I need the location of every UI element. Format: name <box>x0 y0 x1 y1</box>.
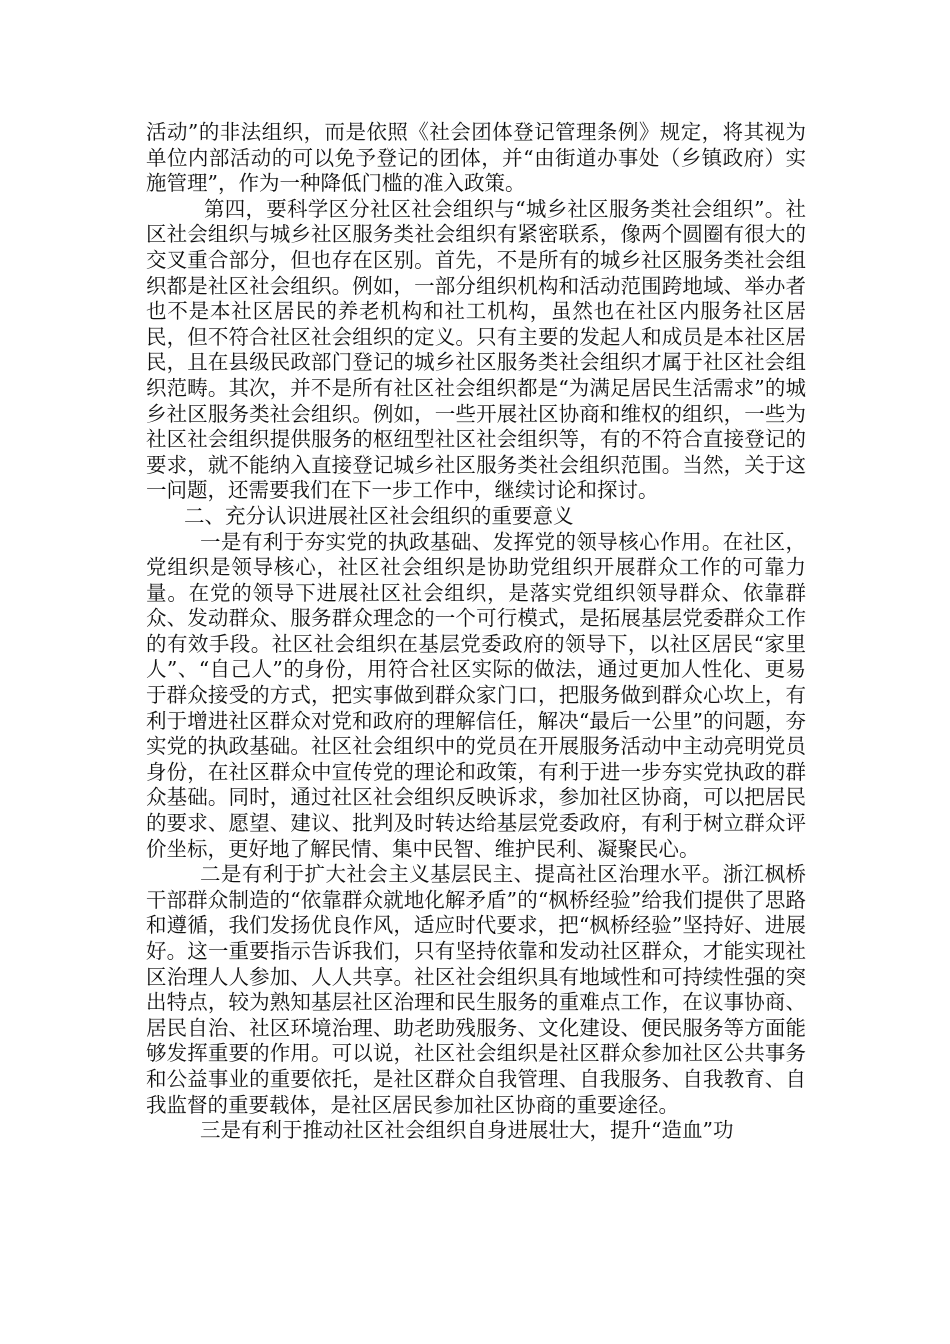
paragraph-point-two: 二是有利于扩大社会主义基层民主、提高社区治理水平。浙江枫桥干部群众制造的“依靠群众就地化解矛盾”的“枫桥经验”给我们提供了思路和遵循，我们发扬优良作风，适应时代要求，把“枫桥经验”坚持好、进展好。这一重要指示告诉我们，只有坚持依靠和发动社区群众，才能实现社区治理人人参加、人人共享。社区社会组织具有地域性和可持续性强的突出特点，较为熟知基层社区治理和民生服务的重难点工作，在议事协商、居民自治、社区环境治理、助老助残服务、文化建设、便民服务等方面能够发挥重要的作用。可以说，社区社会组织是社区群众参加社区公共事务和公益事业的重要依托，是社区群众自我管理、自我服务、自我教育、自我监督的重要载体，是社区居民参加社区协商的重要途径。 <box>146 862 806 1117</box>
paragraph-point-one: 一是有利于夯实党的执政基础、发挥党的领导核心作用。在社区，党组织是领导核心，社区社会组织是协助党组织开展群众工作的可靠力量。在党的领导下进展社区社会组织，是落实党组织领导群众、依靠群众、发动群众、服务群众理念的一个可行模式，是拓展基层党委群众工作的有效手段。社区社会组织在基层党委政府的领导下，以社区居民“家里人”、“自己人”的身份，用符合社区实际的做法，通过更加人性化、更易于群众接受的方式，把实事做到群众家门口，把服务做到群众心坎上，有利于增进社区群众对党和政府的理解信任，解决“最后一公里”的问题，夯实党的执政基础。社区社会组织中的党员在开展服务活动中主动亮明党员身份，在社区群众中宣传党的理论和政策，有利于进一步夯实党执政的群众基础。同时，通过社区社会组织反映诉求，参加社区协商，可以把居民的要求、愿望、建议、批判及时转达给基层党委政府，有利于树立群众评价坐标，更好地了解民情、集中民智、维护民利、凝聚民心。 <box>146 529 806 861</box>
paragraph-continuation: 活动”的非法组织，而是依照《社会团体登记管理条例》规定，将其视为单位内部活动的可以免予登记的团体，并“由街道办事处（乡镇政府）实施管理”，作为一种降低门槛的准入政策。 <box>146 120 806 196</box>
document-body <box>146 120 806 1144</box>
section-heading-2: 二、充分认识进展社区社会组织的重要意义 <box>184 503 574 528</box>
paragraph-fourth-point: 第四，要科学区分社区社会组织与“城乡社区服务类社会组织”。社区社会组织与城乡社区服务类社会组织有紧密联系，像两个圆圈有很大的交叉重合部分，但也存在区别。首先，不是所有的城乡社区服务类社会组织都是社区社会组织。例如，一部分组织机构和活动范围跨地域、举办者也不是本社区居民的养老机构和社工机构，虽然也在社区内服务社区居民，但不符合社区社会组织的定义。只有主要的发起人和成员是本社区居民，且在县级民政部门登记的城乡社区服务类社会组织才属于社区社会组织范畴。其次，并不是所有社区社会组织都是“为满足居民生活需求”的城乡社区服务类社会组织。例如，一些开展社区协商和维权的组织，一些为社区社会组织提供服务的枢纽型社区社会组织等，有的不符合直接登记的要求，就不能纳入直接登记城乡社区服务类社会组织范围。当然，关于这一问题，还需要我们在下一步工作中，继续讨论和探讨。 <box>146 196 806 503</box>
paragraph-point-three: 三是有利于推动社区社会组织自身进展壮大，提升“造血”功 <box>200 1118 734 1143</box>
